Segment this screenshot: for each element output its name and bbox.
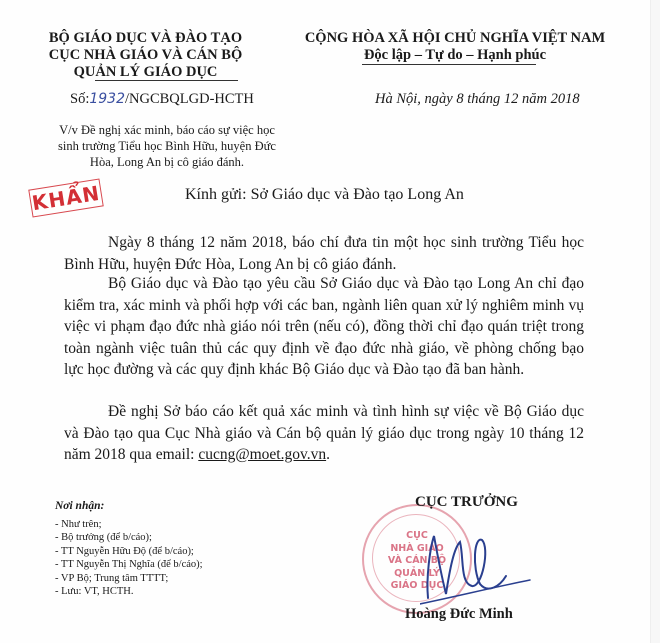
body-paragraph-3 (64, 401, 584, 466)
date-line: Hà Nội, ngày 8 tháng 12 năm 2018 (375, 91, 580, 107)
seal-line: VÀ CÁN BỘ (387, 555, 447, 566)
body-paragraph-2 (64, 273, 584, 381)
urgent-stamp: KHẨN (28, 179, 103, 218)
recipients-title: Nơi nhận: (55, 500, 105, 512)
recipient-item: - Bộ trưởng (để b/cáo); (55, 532, 152, 543)
recipients-block (55, 500, 203, 599)
page-edge (650, 0, 660, 643)
recipient-item: - Như trên; (55, 518, 102, 530)
signer-title: CỤC TRƯỞNG (415, 494, 518, 510)
paragraph-3-end: . (326, 446, 330, 463)
recipient-item: - VP Bộ; Trung tâm TTTT; (55, 572, 169, 584)
email-link[interactable]: cucng@moet.gov.vn (198, 446, 327, 463)
nation-title: CỘNG HÒA XÃ HỘI CHỦ NGHĨA VIỆT NAM (304, 30, 606, 46)
document-number (70, 91, 254, 108)
org-line-department-2: QUẢN LÝ GIÁO DỤC (73, 64, 218, 80)
seal-line: NHÀ GIÁO (390, 542, 444, 554)
org-line-department: CỤC NHÀ GIÁO VÀ CÁN BỘ (48, 47, 243, 63)
signer-name: Hoàng Đức Minh (405, 606, 513, 622)
paragraph-3-text: Đề nghị Sở báo cáo kết quả xác minh và tình hình sự việc về Bộ Giáo dục và Đào tạo qua Cục Nhà giáo và Cán bộ quản lý giáo dục trong ngày 10 tháng 12 năm 2018 qua email: (64, 403, 584, 463)
greeting: Kính gửi: Sở Giáo dục và Đào tạo Long An (185, 186, 464, 203)
subject-line: V/v Đề nghị xác minh, báo cáo sự việc học sinh trường Tiểu học Bình Hữu, huyện Đức Hòa, Long An bị cô giáo đánh. (58, 123, 276, 169)
recipient-item: - TT Nguyễn Hữu Độ (để b/cáo); (55, 545, 194, 557)
paragraph-2-text: Bộ Giáo dục và Đào tạo yêu cầu Sở Giáo dục và Đào tạo Long An chỉ đạo kiểm tra, xác minh và phối hợp với các ban, ngành liên quan xử lý nghiêm minh vụ việc vi phạm đạo đức nhà giáo nói trên (nếu có), đồng thời chỉ đạo quán triệt trong toàn ngành việc tuân thủ các quy định về đạo đức nhà giáo, về phòng chống bạo lực học đường và các quy định khác Bộ Giáo dục và Đào tạo đã ban hành. (64, 275, 584, 378)
handwritten-signature-icon (420, 528, 540, 608)
org-underline (95, 80, 238, 81)
issuing-organization (38, 30, 253, 81)
recipient-item: - TT Nguyễn Thị Nghĩa (để b/cáo); (55, 559, 203, 570)
recipient-item: - Lưu: VT, HCTH. (55, 586, 134, 597)
seal-line: QUẢN LÝ (394, 567, 440, 579)
paragraph-1-text: Ngày 8 tháng 12 năm 2018, báo chí đưa tin một học sinh trường Tiểu học Bình Hữu, huyện Đức Hòa, Long An bị cô giáo đánh. (64, 234, 584, 273)
doc-number-prefix: Số: (70, 91, 90, 107)
org-line-ministry: BỘ GIÁO DỤC VÀ ĐÀO TẠO (48, 30, 243, 46)
seal-line: CỤC (406, 530, 428, 541)
doc-number-handwritten: 1932 (89, 91, 125, 107)
motto-underline (362, 64, 536, 65)
national-motto: Độc lập – Tự do – Hạnh phúc (363, 47, 547, 63)
doc-number-suffix: /NGCBQLGD-HCTH (124, 91, 254, 107)
national-header (290, 30, 620, 64)
body-paragraph-1 (64, 232, 584, 275)
seal-line: GIÁO DỤC (390, 580, 444, 591)
